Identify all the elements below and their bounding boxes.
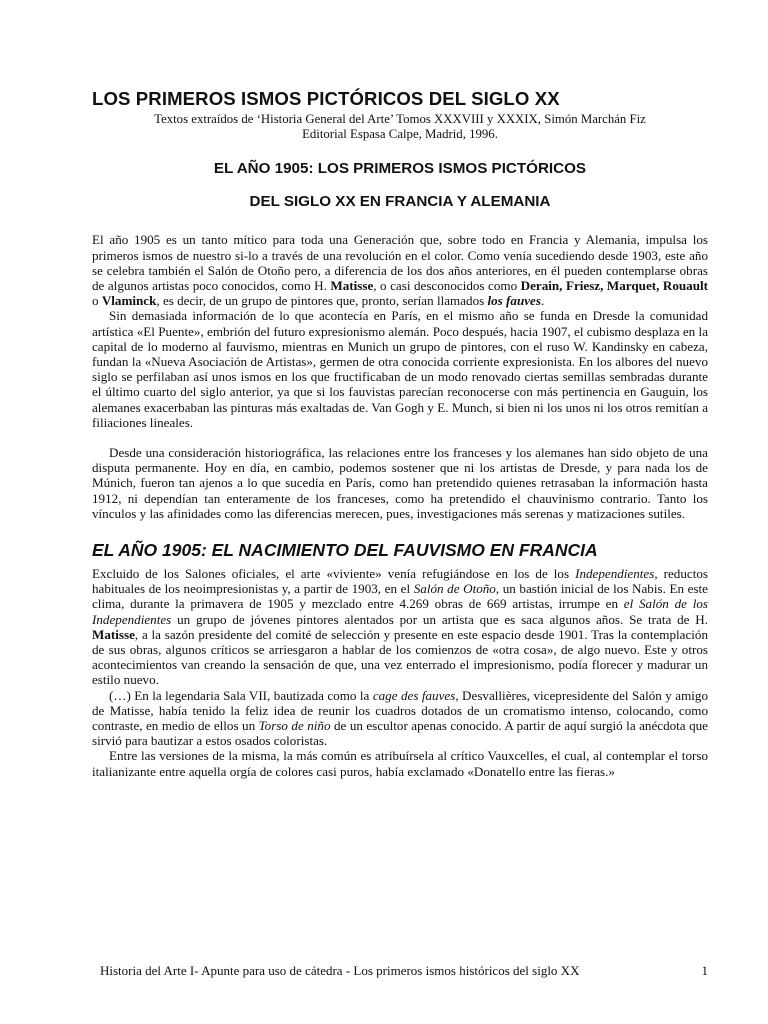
source-line-2: Editorial Espasa Calpe, Madrid, 1996. — [302, 127, 498, 142]
page-footer — [100, 963, 708, 979]
paragraph-6: Entre las versiones de la misma, la más común es atribuírsela al crítico Vauxcelles, el cual, al contemplar el torso italianizante entre aquella orgía de colores casi puros, había exclamado «Donatello entre las fieras.» — [92, 748, 708, 779]
name-matisse: Matisse — [330, 277, 374, 293]
source-line-1: Textos extraídos de ‘Historia General del Arte’ Tomos XXXVIII y XXXIX, Simón Marchán Fiz — [154, 112, 646, 127]
heading-1905-line-1: EL AÑO 1905: LOS PRIMEROS ISMOS PICTÓRICOS — [213, 160, 587, 178]
paragraph-5: (…) En la legendaria Sala VII, bautizada como la cage des fauves, Desvallières, vicepresidente del Salón y amigo de Matisse, había tenido la feliz idea de reunir los cuadros dotados de un cromatismo intenso, colocando, como contraste, en medio de ellos un Torso de niño de un escultor apenas conocido. A partir de aquí surgió la anécdota que sirvió para bautizar a estos osados coloristas. — [92, 687, 708, 749]
document-title: LOS PRIMEROS ISMOS PICTÓRICOS DEL SIGLO XX — [92, 88, 560, 109]
paragraph-4: Excluido de los Salones oficiales, el arte «viviente» venía refugiándose en los de los Independientes, reductos habituales de los neoimpresionistas y, a partir de 1903, en el Salón de Otoño, un bastión inicial de los Nabis. En este clima, durante la primavera de 1905 y mezclado entre 4.269 obras de 669 artistas, irrumpe en el Salón de los Independientes un grupo de jóvenes pintores alentados por un artista que es saca algunos años. Se trata de H. Matisse, a la sazón presidente del comité de selección y presente en este espacio desde 1901. Tras la contemplación de sus obras, algunos críticos se arriesgaron a hablar de los comienzos de «otra cosa», de algo nuevo. Este y otros acontecimientos van creando la sensación de que, una vez enterrado el impresionismo, podía florecer y madurar un estilo nuevo. — [92, 565, 709, 688]
paragraph-1: El año 1905 es un tanto mítico para toda una Generación que, sobre todo en Francia y Alemania, impulsa los primeros ismos de nuestro si-lo a través de una revolución en el color. Como venía sucediendo desde 1903, este año se celebra también el Salón de Otoño pero, a diferencia de los dos años anteriores, en él pueden contemplarse obras de algunos artistas poco conocidos, como H. Matisse, o casi desconocidos como Derain, Friesz, Marquet, Rouault o Vlaminck, es decir, de un grupo de pintores que, pronto, serían llamados los fauves. — [92, 232, 709, 309]
document-page — [92, 88, 708, 779]
names-fauves: Derain, Friesz, Marquet, Rouault — [520, 277, 709, 293]
term-los-fauves: los fauves — [487, 293, 541, 309]
paragraph-3: Desde una consideración historiográfica, las relaciones entre los franceses y los alemanes han sido objeto de una disputa permanente. Hoy en día, en cambio, podemos sostener que ni los artistas de Dresde, y para nada los de Múnich, fueron tan ajenos a lo que sucedía en París, como han pretendido quienes retrasaban la información hasta 1912, ni dependían tan enteramente de los franceses, como ha pretendido el chauvinismo contrario. Tanto los vínculos y las afinidades como las diferencias merecen, pues, investigaciones más serenas y matizaciones sutiles. — [92, 444, 708, 521]
page-number: 1 — [701, 963, 708, 978]
footer-text: Historia del Arte I- Apunte para uso de cátedra - Los primeros ismos históricos del siglo XX — [100, 963, 580, 978]
name-matisse-2: Matisse — [92, 626, 135, 642]
paragraph-2: Sin demasiada información de lo que acontecía en París, en el mismo año se funda en Dresde la comunidad artística «El Puente», embrión del futuro expresionismo alemán. Poco después, hacia 1907, el cubismo desplaza en la capital de lo moderno al fauvismo, mientras en Munich un grupo de pintores, con el ruso W. Kandinsky en cabeza, fundan la «Nueva Asociación de Artistas», germen de otra conocida corriente expresionista. En los albores del nuevo siglo se perfilaban así unos ismos en los que fructificaban de un modo renovado ciertas semillas sembradas durante el último cuarto del siglo anterior, ya que si los fauvistas parecían reconocerse con más pertinencia en Gauguin, los alemanes exacerbaban las pinturas más exaltadas de. Van Gogh y E. Munch, si bien ni los unos ni los otros remitían a filiaciones lineales. — [92, 308, 708, 430]
heading-1905-line-2: DEL SIGLO XX EN FRANCIA Y ALEMANIA — [249, 193, 551, 211]
name-vlaminck: Vlaminck — [101, 293, 157, 309]
section-heading-fauvismo: EL AÑO 1905: EL NACIMIENTO DEL FAUVISMO EN FRANCIA — [92, 539, 598, 560]
source-citation — [92, 112, 708, 142]
